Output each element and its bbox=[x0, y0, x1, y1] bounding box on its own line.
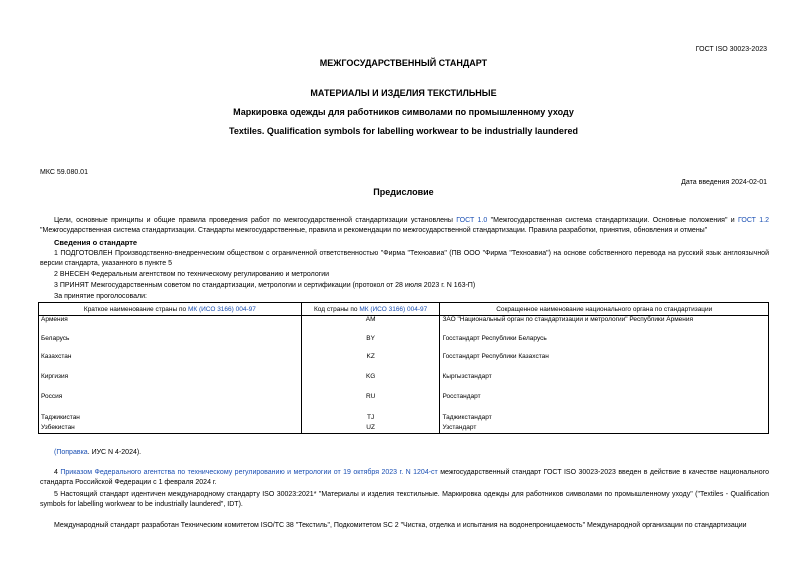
body-cell: Узстандарт bbox=[440, 424, 769, 434]
gost-1-0-link[interactable]: ГОСТ 1.0 bbox=[456, 217, 488, 224]
table-row bbox=[39, 373, 769, 393]
country-cell: Беларусь bbox=[39, 335, 302, 353]
code-cell: KG bbox=[301, 373, 440, 393]
table-row bbox=[39, 316, 769, 335]
country-cell: Россия bbox=[39, 393, 302, 414]
body-cell: Госстандарт Республики Беларусь bbox=[440, 335, 769, 353]
country-cell: Узбекистан bbox=[39, 424, 302, 434]
body-cell: ЗАО "Национальный орган по стандартизации и метрологии" Республики Армения bbox=[440, 316, 769, 335]
gost-1-2-link[interactable]: ГОСТ 1.2 bbox=[738, 217, 769, 224]
amendment-link[interactable]: Поправка bbox=[56, 449, 88, 456]
table-row bbox=[39, 424, 769, 434]
document-code: ГОСТ ISO 30023-2023 bbox=[695, 46, 767, 53]
standard-subject-heading: МАТЕРИАЛЫ И ИЗДЕЛИЯ ТЕКСТИЛЬНЫЕ bbox=[310, 88, 497, 98]
introduction-date: Дата введения 2024-02-01 bbox=[681, 179, 767, 186]
foreword-text-c: "Межгосударственная система стандартизации. Стандарты межгосударственные, правила и рекомендации по межгосударственной стандартизации. Правила разработки, принятия, обновления и отмены" bbox=[40, 227, 708, 234]
code-cell: UZ bbox=[301, 424, 440, 434]
country-cell: Киргизия bbox=[39, 373, 302, 393]
code-cell: BY bbox=[301, 335, 440, 353]
table-row bbox=[39, 335, 769, 353]
foreword-text-b: "Межгосударственная система стандартизации. Основные положения" и bbox=[487, 217, 738, 224]
foreword-paragraph bbox=[40, 216, 769, 236]
item-1-prepared: 1 ПОДГОТОВЛЕН Производственно-внедренческим обществом с ограниченной ответственностью "Фирма "Техноавиа" (ПВ ООО "Фирма "Техноавиа") на основе собственного перевода на русский язык англоязычной версии стандарта, указанного в пункте 5 bbox=[40, 250, 769, 267]
body-cell: Таджикстандарт bbox=[440, 414, 769, 424]
code-cell: TJ bbox=[301, 414, 440, 424]
voted-label: За принятие проголосовали: bbox=[54, 293, 147, 300]
mks-code: МКС 59.080.01 bbox=[40, 169, 88, 176]
table-row bbox=[39, 393, 769, 414]
country-cell: Армения bbox=[39, 316, 302, 335]
table-row bbox=[39, 414, 769, 424]
mk-iso-3166-link[interactable]: МК (ИСО 3166) 004-97 bbox=[187, 305, 256, 313]
mk-iso-3166-link[interactable]: МК (ИСО 3166) 004-97 bbox=[359, 305, 428, 313]
iso-committee-paragraph: Международный стандарт разработан Техническим комитетом ISO/TC 38 "Текстиль", Подкомитетом SC 2 "Чистка, отделка и испытания на водонепроницаемость" Международной организации по стандартизации bbox=[54, 522, 747, 529]
amendment-note: (Поправка. ИУС N 4-2024). bbox=[54, 449, 142, 456]
code-cell: RU bbox=[301, 393, 440, 414]
table-header-row bbox=[39, 303, 769, 316]
item-4-enacted: 4 Приказом Федерального агентства по техническому регулированию и метрологии от 19 октября 2023 г. N 1204-ст межгосударственный стандарт ГОСТ ISO 30023-2023 введен в действие в качестве национального стандарта Российской Федерации с 1 февраля 2024 г. bbox=[40, 469, 769, 486]
country-cell: Таджикистан bbox=[39, 414, 302, 424]
code-cell: AM bbox=[301, 316, 440, 335]
table-row bbox=[39, 353, 769, 373]
country-cell: Казахстан bbox=[39, 353, 302, 373]
body-cell: Госстандарт Республики Казахстан bbox=[440, 353, 769, 373]
code-cell: KZ bbox=[301, 353, 440, 373]
foreword-heading: Предисловие bbox=[373, 187, 434, 197]
countries-table bbox=[38, 302, 769, 434]
body-cell: Кыргызстандарт bbox=[440, 373, 769, 393]
item-5-identical: 5 Настоящий стандарт идентичен международному стандарту ISO 30023:2021* "Материалы и изделия текстильные. Маркировка одежды для работников символами по промышленному уходу" ("Textiles - Qualification symbols for labelling workwear to be industrially laundered", IDT). bbox=[40, 491, 769, 508]
about-standard-heading: Сведения о стандарте bbox=[54, 238, 138, 247]
column-header-body: Сокращенное наименование национального органа по стандартизации bbox=[440, 303, 769, 316]
body-cell: Росстандарт bbox=[440, 393, 769, 414]
title-russian: Маркировка одежды для работников символами по промышленному уходу bbox=[233, 107, 574, 117]
title-english: Textiles. Qualification symbols for labelling workwear to be industrially laundered bbox=[229, 126, 578, 136]
item-3-adopted: 3 ПРИНЯТ Межгосударственным советом по стандартизации, метрологии и сертификации (протокол от 28 июля 2023 г. N 163-П) bbox=[54, 282, 476, 289]
column-header-country: Краткое наименование страны по МК (ИСО 3166) 004-97 bbox=[39, 303, 302, 316]
standard-type-heading: МЕЖГОСУДАРСТВЕННЫЙ СТАНДАРТ bbox=[319, 58, 488, 68]
column-header-code: Код страны по МК (ИСО 3166) 004-97 bbox=[301, 303, 440, 316]
foreword-text-a: Цели, основные принципы и общие правила проведения работ по межгосударственной стандартизации установлены bbox=[54, 217, 457, 224]
order-link[interactable]: Приказом Федерального агентства по техническому регулированию и метрологии от 19 октября 2023 г. N 1204-ст bbox=[60, 469, 438, 476]
item-2-submitted: 2 ВНЕСЕН Федеральным агентством по техническому регулированию и метрологии bbox=[54, 271, 330, 278]
